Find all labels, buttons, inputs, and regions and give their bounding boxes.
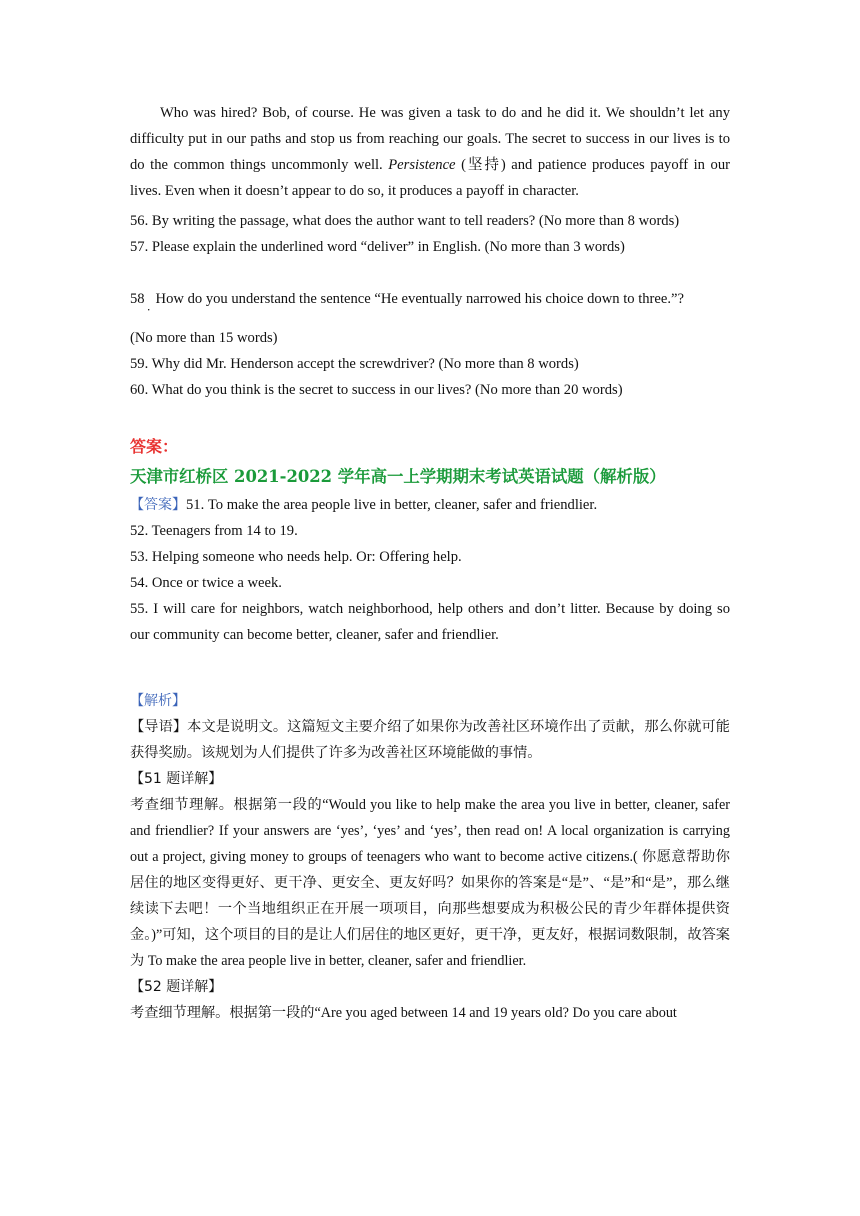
question-60: 60. What do you think is the secret to success in our lives? (No more than 20 words) <box>130 382 623 398</box>
analysis-guide: 【导语】本文是说明文。这篇短文主要介绍了如果你为改善社区环境作出了贡献，那么你就可能获得奖励。该规划为人们提供了许多为改善社区环境能做的事情。 <box>130 719 730 761</box>
answer-55: 55. I will care for neighbors, watch neighborhood, help others and don’t litter. Because by doing so our community can become better, cleaner, safer and friendlier. <box>130 601 730 643</box>
answers-heading: 答案： <box>130 437 179 456</box>
passage-paragraph <box>130 100 730 204</box>
detail-52-body: 考查细节理解。根据第一段的“Are you aged between 14 and 19 years old? Do you care about <box>130 1005 677 1021</box>
detail-51-heading: 【51 题详解】 <box>130 771 223 787</box>
persistence-word: Persistence <box>388 157 456 173</box>
passage-text: Who was hired? Bob, of course. He was given a task to do and he did it. We shouldn’t let any difficulty put in our paths and stop us from reaching our goals. The secret to success in our lives is to do the common things uncommonly well. Persistence (坚持) and patience produces payoff in our lives. Even when it doesn’t appear to do so, it produces a payoff in character. <box>130 105 730 199</box>
question-58-limit: (No more than 15 words) <box>130 330 278 346</box>
analysis-tag: 【解析】 <box>130 693 186 709</box>
question-59: 59. Why did Mr. Henderson accept the screwdriver? (No more than 8 words) <box>130 356 579 372</box>
question-58-number: 58 <box>130 291 145 307</box>
question-58 <box>130 286 730 312</box>
answer-52: 52. Teenagers from 14 to 19. <box>130 523 298 539</box>
question-list <box>130 208 730 260</box>
answer-54: 54. Once or twice a week. <box>130 575 282 591</box>
answer-53: 53. Helping someone who needs help. Or: Offering help. <box>130 549 462 565</box>
analysis-section <box>130 688 730 1026</box>
question-58-text: How do you understand the sentence “He eventually narrowed his choice down to three.”? <box>155 291 684 307</box>
answers-section <box>130 434 730 648</box>
exam-title: 天津市红桥区 2021-2022 学年高一上学期期末考试英语试题（解析版） <box>130 467 666 486</box>
detail-51-body: 考查细节理解。根据第一段的“Would you like to help make the area you live in better, cleaner, safer and friendlier? If your answers are ‘yes’, ‘yes’ and ‘yes’, then read on! A local organization is carrying out a project, giving money to groups of teenagers who want to become active citizens.( 你愿意帮助你居住的地区变得更好、更干净、更安全、更友好吗？如果你的答案是“是”、“是”和“是”，那么继续读下去吧！一个当地组织正在开展一项项目，向那些想要成为积极公民的青少年群体提供资金。)”可知，这个项目的目的是让人们居住的地区更好，更干净，更友好，根据词数限制，故答案为 To make the area people live in better, cleaner, safer and friendlier. <box>130 797 730 969</box>
answer-51: 【答案】51. To make the area people live in better, cleaner, safer and friendlier. <box>130 497 598 513</box>
document-page <box>130 0 730 1216</box>
answer-tag: 【答案】 <box>130 497 186 513</box>
question-57: 57. Please explain the underlined word “deliver” in English. (No more than 3 words) <box>130 239 625 255</box>
question-list-continued <box>130 325 730 403</box>
question-56: 56. By writing the passage, what does the author want to tell readers? (No more than 8 words) <box>130 213 680 229</box>
question-58-dot: ． <box>147 301 158 313</box>
detail-52-heading: 【52 题详解】 <box>130 979 223 995</box>
